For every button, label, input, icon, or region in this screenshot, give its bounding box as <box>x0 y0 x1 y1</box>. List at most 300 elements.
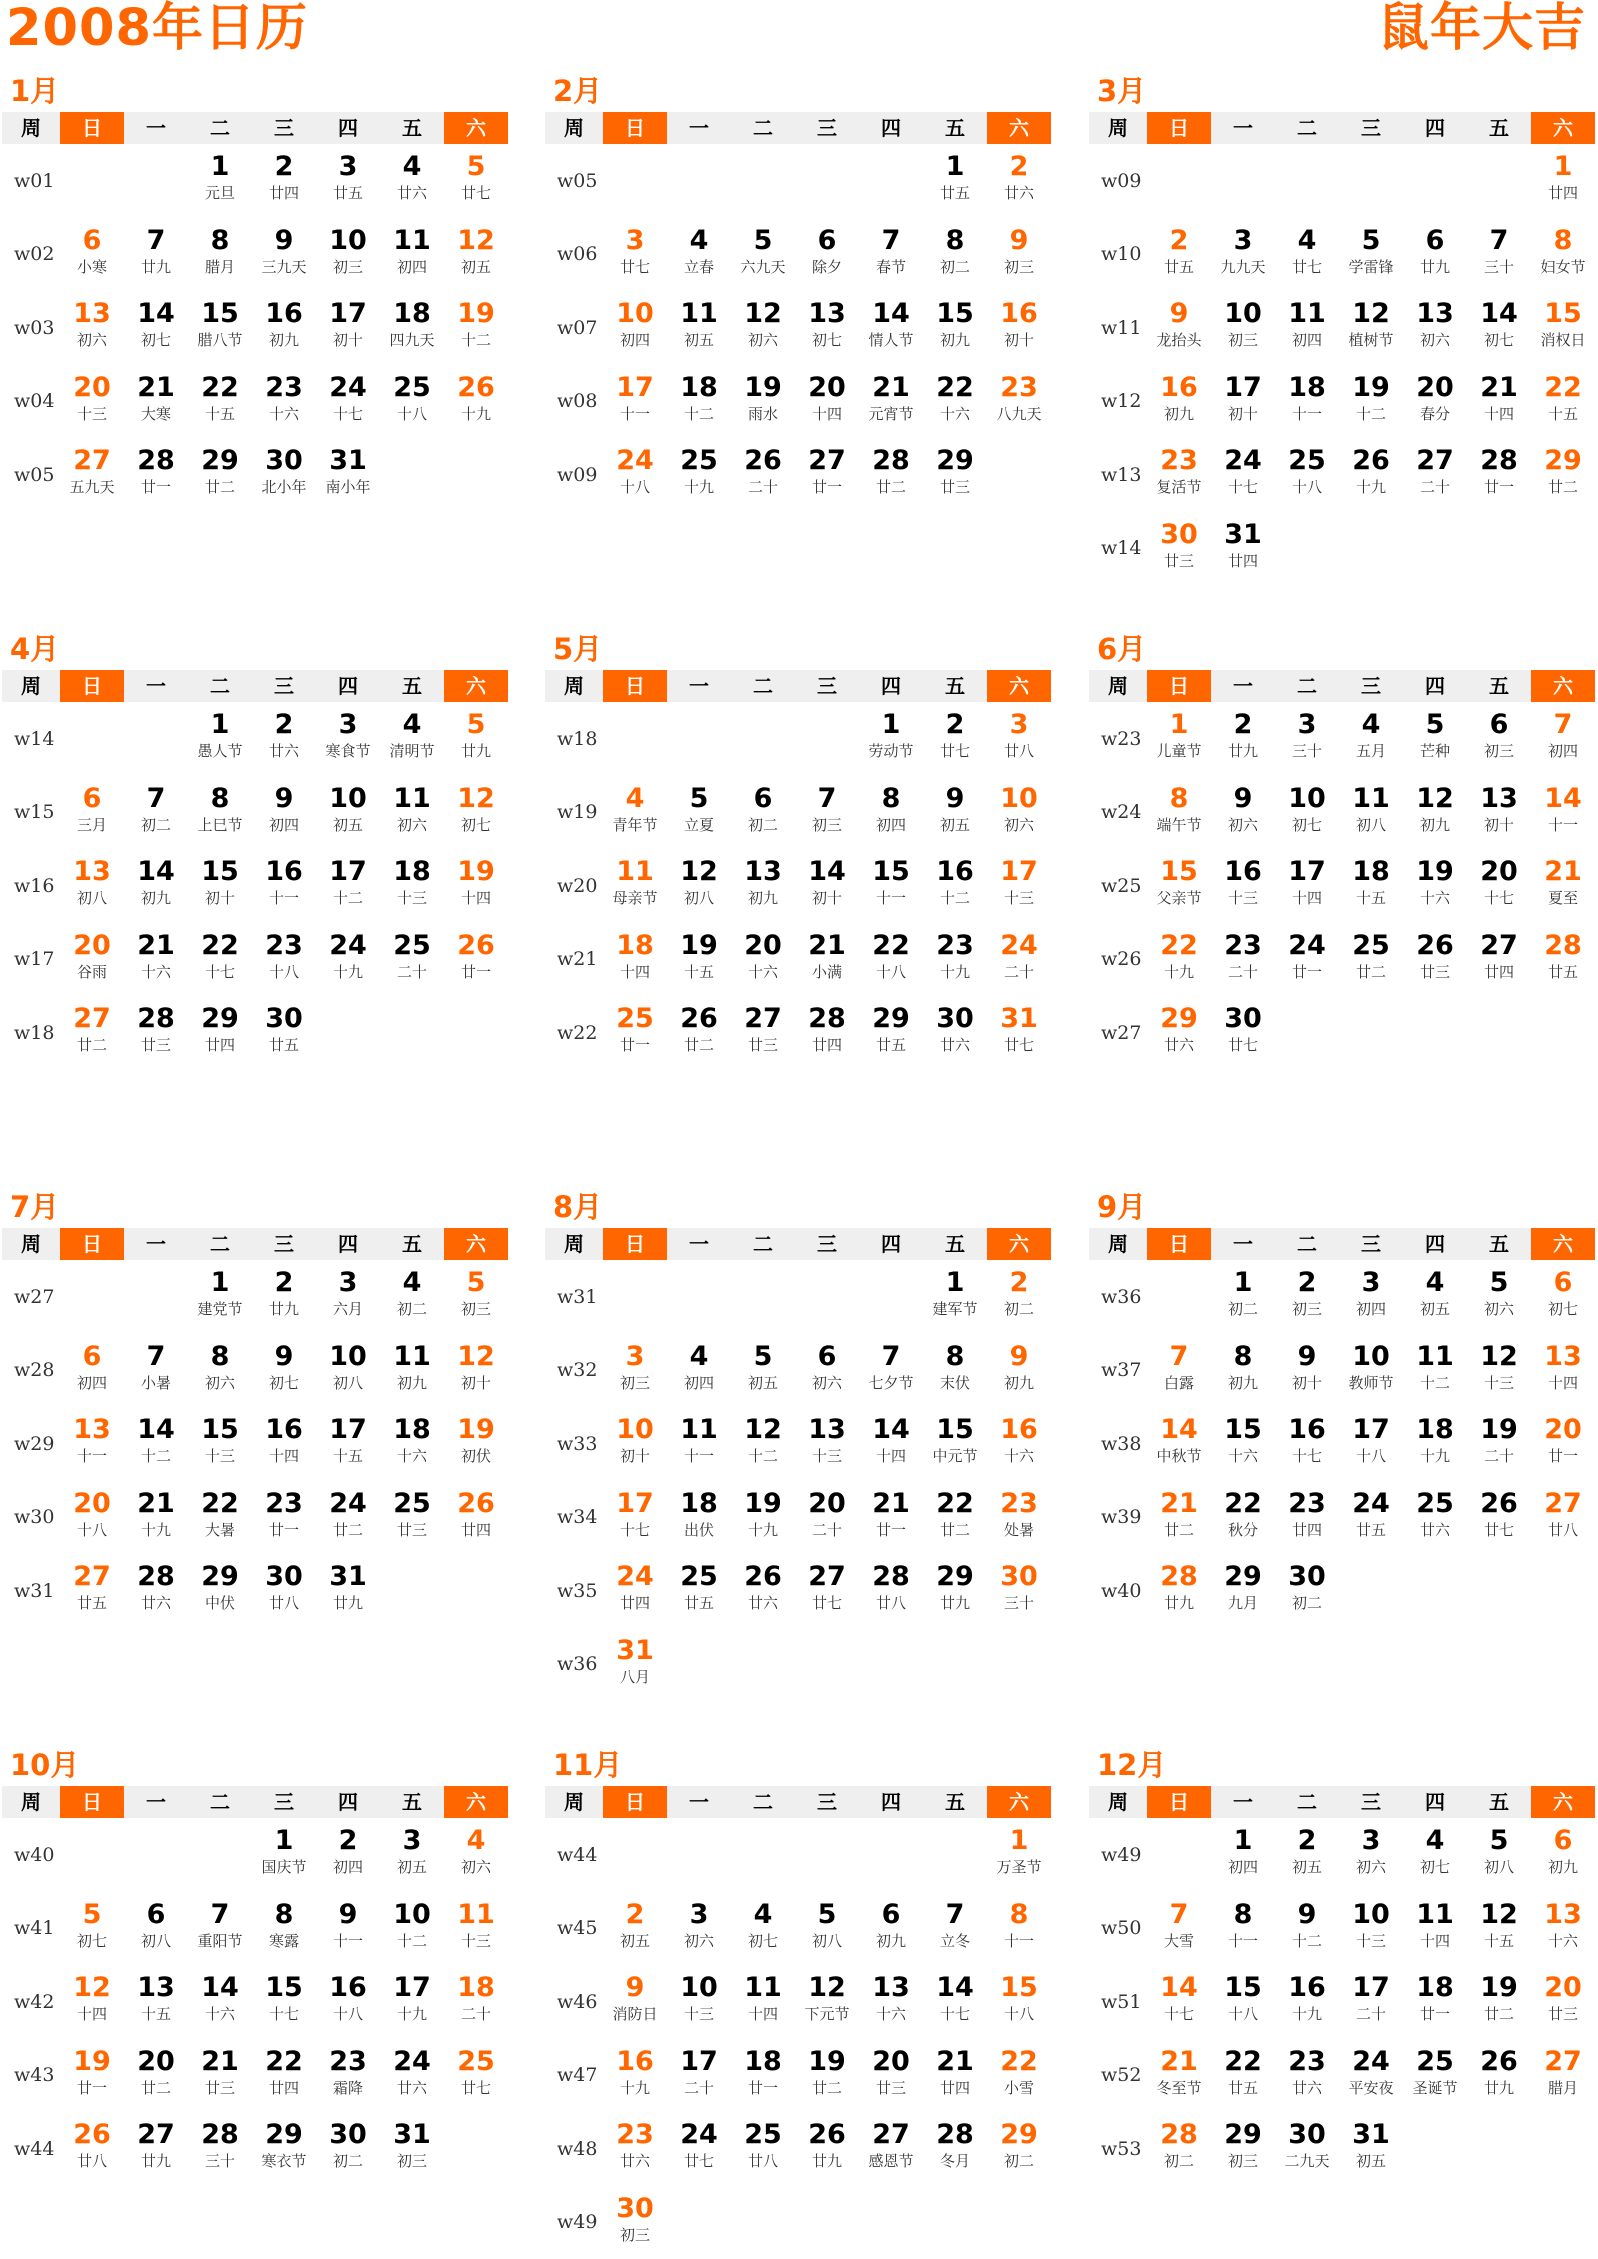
day-number: 15 <box>987 1965 1051 2003</box>
lunar-date: 初七 <box>252 1372 316 1394</box>
lunar-date: 五九天 <box>60 476 124 498</box>
week-number: w49 <box>545 2186 603 2259</box>
lunar-date: 十八 <box>859 961 923 983</box>
day-cell <box>795 1965 859 2039</box>
day-cell <box>603 2112 667 2186</box>
lunar-date: 十三 <box>380 887 444 909</box>
day-number: 27 <box>60 996 124 1034</box>
day-cell <box>316 1892 380 1966</box>
day-cell <box>444 1481 508 1555</box>
day-number: 30 <box>1275 2112 1339 2150</box>
lunar-date: 十三 <box>667 2003 731 2025</box>
lunar-date: 初十 <box>316 329 380 351</box>
day-cell <box>60 1334 124 1408</box>
week-number: w28 <box>2 1334 60 1408</box>
day-number: 14 <box>124 291 188 329</box>
lunar-date: 廿七 <box>1467 1519 1531 1541</box>
week-row <box>545 776 1067 850</box>
day-number: 1 <box>1147 702 1211 740</box>
day-cell <box>1467 1818 1531 1892</box>
day-number: 23 <box>1275 2039 1339 2077</box>
day-number: 13 <box>1467 776 1531 814</box>
day-number: 16 <box>987 291 1051 329</box>
day-number: 20 <box>795 1481 859 1519</box>
lunar-date: 廿一 <box>1531 1445 1595 1467</box>
day-cell <box>124 849 188 923</box>
empty-day-cell <box>859 144 923 218</box>
lunar-date: 妇女节 <box>1531 256 1595 278</box>
lunar-date: 初三 <box>603 1372 667 1394</box>
lunar-date: 二十 <box>731 476 795 498</box>
lunar-date: 三十 <box>1275 740 1339 762</box>
lunar-date: 十八 <box>1275 476 1339 498</box>
day-number: 12 <box>444 218 508 256</box>
day-cell <box>1211 776 1275 850</box>
day-number: 14 <box>923 1965 987 2003</box>
empty-day-cell <box>731 1260 795 1334</box>
lunar-date: 大寒 <box>124 403 188 425</box>
empty-day-cell <box>795 2186 859 2259</box>
lunar-date: 十五 <box>1467 1930 1531 1952</box>
lunar-date: 初四 <box>1211 1856 1275 1878</box>
day-cell <box>316 2112 380 2186</box>
empty-day-cell <box>731 1628 795 1702</box>
day-cell <box>188 1892 252 1966</box>
day-cell <box>667 849 731 923</box>
day-cell <box>923 218 987 292</box>
lunar-date: 三十 <box>188 2150 252 2172</box>
day-number: 28 <box>188 2112 252 2150</box>
lunar-date: 初九 <box>252 329 316 351</box>
lunar-date: 初六 <box>380 814 444 836</box>
day-cell <box>1339 365 1403 439</box>
day-number: 28 <box>859 1554 923 1592</box>
weekday-header: 一 <box>124 670 188 702</box>
day-number: 19 <box>795 2039 859 2077</box>
day-cell <box>1211 1554 1275 1628</box>
lunar-date: 初六 <box>731 329 795 351</box>
day-number: 19 <box>1467 1965 1531 2003</box>
lunar-date: 初二 <box>1211 1298 1275 1320</box>
lunar-date: 廿九 <box>923 1592 987 1614</box>
day-cell <box>316 702 380 776</box>
day-cell <box>1211 1260 1275 1334</box>
day-number: 6 <box>731 776 795 814</box>
month-title: 5月 <box>545 628 1067 670</box>
lunar-date: 二九天 <box>1275 2150 1339 2172</box>
day-cell <box>1211 2039 1275 2113</box>
weekday-header: 日 <box>1147 1786 1211 1818</box>
lunar-date: 秋分 <box>1211 1519 1275 1541</box>
lunar-date: 初六 <box>444 1856 508 1878</box>
day-number: 12 <box>731 1407 795 1445</box>
lunar-date: 初七 <box>1403 1856 1467 1878</box>
day-cell <box>444 1965 508 2039</box>
lunar-date: 廿二 <box>923 1519 987 1541</box>
lunar-date: 初三 <box>603 2224 667 2246</box>
day-cell <box>1339 1818 1403 1892</box>
week-row <box>2 1818 524 1892</box>
lunar-date: 十五 <box>316 1445 380 1467</box>
day-number: 23 <box>252 923 316 961</box>
lunar-date: 廿六 <box>380 182 444 204</box>
lunar-date: 十二 <box>923 887 987 909</box>
day-cell <box>1339 1334 1403 1408</box>
day-number: 18 <box>380 1407 444 1445</box>
week-number: w08 <box>545 365 603 439</box>
week-column-header: 周 <box>2 1786 60 1818</box>
lunar-date: 初六 <box>1211 814 1275 836</box>
week-number: w11 <box>1089 291 1147 365</box>
day-number: 2 <box>1147 218 1211 256</box>
day-cell <box>1339 1481 1403 1555</box>
lunar-date: 廿七 <box>444 2077 508 2099</box>
lunar-date: 初三 <box>1211 329 1275 351</box>
week-row <box>545 438 1067 512</box>
day-number: 15 <box>923 291 987 329</box>
day-number: 20 <box>1403 365 1467 403</box>
day-cell <box>795 438 859 512</box>
day-cell <box>316 1334 380 1408</box>
lunar-date: 十五 <box>1339 887 1403 909</box>
weekday-header: 二 <box>1275 1786 1339 1818</box>
weekday-header: 日 <box>603 1228 667 1260</box>
day-cell <box>1147 291 1211 365</box>
month-block <box>1089 1744 1598 2186</box>
day-cell <box>667 1965 731 2039</box>
day-number: 19 <box>444 1407 508 1445</box>
day-number: 4 <box>603 776 667 814</box>
lunar-date: 十九 <box>923 961 987 983</box>
day-number: 10 <box>316 1334 380 1372</box>
month-title: 4月 <box>2 628 524 670</box>
day-cell <box>923 702 987 776</box>
day-number: 6 <box>60 218 124 256</box>
day-cell <box>795 1554 859 1628</box>
day-number: 28 <box>124 1554 188 1592</box>
lunar-date: 十九 <box>667 476 731 498</box>
lunar-date: 十三 <box>1467 1372 1531 1394</box>
day-number: 3 <box>1339 1818 1403 1856</box>
day-number: 5 <box>1403 702 1467 740</box>
day-number: 17 <box>316 849 380 887</box>
week-number: w09 <box>545 438 603 512</box>
lunar-date: 十一 <box>1211 1930 1275 1952</box>
day-number: 20 <box>795 365 859 403</box>
lunar-date: 初五 <box>923 814 987 836</box>
weekday-header: 四 <box>1403 670 1467 702</box>
lunar-date: 廿六 <box>987 182 1051 204</box>
empty-day-cell <box>1403 2112 1467 2186</box>
day-cell <box>859 1965 923 2039</box>
day-number: 5 <box>795 1892 859 1930</box>
day-number: 24 <box>667 2112 731 2150</box>
lunar-date: 初八 <box>1467 1856 1531 1878</box>
lunar-date: 廿一 <box>124 476 188 498</box>
empty-day-cell <box>60 1260 124 1334</box>
day-number: 20 <box>1467 849 1531 887</box>
day-number: 30 <box>252 1554 316 1592</box>
weekday-header: 一 <box>1211 670 1275 702</box>
lunar-date: 谷雨 <box>60 961 124 983</box>
day-cell <box>923 1260 987 1334</box>
day-number: 4 <box>667 1334 731 1372</box>
lunar-date: 建党节 <box>188 1298 252 1320</box>
day-cell <box>444 849 508 923</box>
day-cell <box>316 923 380 997</box>
day-number: 6 <box>1403 218 1467 256</box>
day-cell <box>188 218 252 292</box>
day-cell <box>1467 1965 1531 2039</box>
empty-day-cell <box>1147 1260 1211 1334</box>
week-row <box>2 438 524 512</box>
empty-day-cell <box>795 1260 859 1334</box>
lunar-date: 二十 <box>1403 476 1467 498</box>
weekday-header: 六 <box>444 1228 508 1260</box>
day-cell <box>1467 365 1531 439</box>
day-cell <box>1339 849 1403 923</box>
lunar-date: 立夏 <box>667 814 731 836</box>
day-cell <box>188 291 252 365</box>
day-number: 17 <box>987 849 1051 887</box>
week-number: w49 <box>1089 1818 1147 1892</box>
lunar-date: 雨水 <box>731 403 795 425</box>
lunar-date: 廿四 <box>252 2077 316 2099</box>
week-number: w20 <box>545 849 603 923</box>
day-number: 13 <box>859 1965 923 2003</box>
lunar-date: 十八 <box>252 961 316 983</box>
day-cell <box>731 365 795 439</box>
day-cell <box>1467 923 1531 997</box>
day-number: 20 <box>859 2039 923 2077</box>
lunar-date: 十七 <box>1147 2003 1211 2025</box>
day-cell <box>1211 923 1275 997</box>
day-number: 5 <box>444 702 508 740</box>
day-number: 7 <box>795 776 859 814</box>
lunar-date: 青年节 <box>603 814 667 836</box>
day-cell <box>667 291 731 365</box>
day-number: 28 <box>859 438 923 476</box>
day-cell <box>1403 2039 1467 2113</box>
week-number: w16 <box>2 849 60 923</box>
day-number: 25 <box>667 1554 731 1592</box>
day-number: 12 <box>667 849 731 887</box>
day-number: 9 <box>252 776 316 814</box>
day-number: 30 <box>316 2112 380 2150</box>
day-cell <box>1147 1965 1211 2039</box>
month-title: 3月 <box>1089 70 1598 112</box>
day-number: 21 <box>1147 2039 1211 2077</box>
lunar-date: 初四 <box>1339 1298 1403 1320</box>
day-cell <box>795 923 859 997</box>
empty-day-cell <box>923 1628 987 1702</box>
day-cell <box>1211 996 1275 1070</box>
week-row <box>1089 1818 1598 1892</box>
day-number: 29 <box>188 438 252 476</box>
lunar-date: 十六 <box>987 1445 1051 1467</box>
lunar-date: 初二 <box>124 814 188 836</box>
week-row <box>545 1818 1067 1892</box>
day-number: 7 <box>1147 1892 1211 1930</box>
lunar-date: 七夕节 <box>859 1372 923 1394</box>
weekday-header: 日 <box>60 670 124 702</box>
day-cell <box>124 1407 188 1481</box>
weekday-header: 三 <box>1339 1786 1403 1818</box>
day-number: 16 <box>1275 1965 1339 2003</box>
day-number: 4 <box>1339 702 1403 740</box>
day-cell <box>188 702 252 776</box>
day-number: 24 <box>380 2039 444 2077</box>
day-cell <box>795 776 859 850</box>
day-number: 15 <box>859 849 923 887</box>
day-cell <box>731 2039 795 2113</box>
weekday-header: 三 <box>1339 670 1403 702</box>
lunar-date: 廿九 <box>444 740 508 762</box>
weekday-header: 三 <box>795 112 859 144</box>
day-cell <box>667 1554 731 1628</box>
day-number: 12 <box>1403 776 1467 814</box>
weekday-header: 五 <box>380 1786 444 1818</box>
week-column-header: 周 <box>2 670 60 702</box>
day-cell <box>252 923 316 997</box>
day-cell <box>124 923 188 997</box>
weekday-header: 二 <box>188 1786 252 1818</box>
day-number: 9 <box>316 1892 380 1930</box>
day-cell <box>1275 1818 1339 1892</box>
week-number: w18 <box>545 702 603 776</box>
day-cell <box>444 702 508 776</box>
lunar-date: 廿三 <box>859 2077 923 2099</box>
lunar-date: 廿九 <box>1147 1592 1211 1614</box>
lunar-date: 初三 <box>987 256 1051 278</box>
weekday-header: 四 <box>859 1786 923 1818</box>
day-cell <box>987 2039 1051 2113</box>
day-number: 12 <box>1467 1334 1531 1372</box>
lunar-date: 廿四 <box>252 182 316 204</box>
week-number: w24 <box>1089 776 1147 850</box>
lunar-date: 十一 <box>1275 403 1339 425</box>
day-cell <box>252 1965 316 2039</box>
day-number: 23 <box>987 365 1051 403</box>
day-number: 9 <box>987 1334 1051 1372</box>
day-cell <box>188 849 252 923</box>
empty-day-cell <box>444 2112 508 2186</box>
empty-day-cell <box>795 1818 859 1892</box>
empty-day-cell <box>60 1818 124 1892</box>
day-cell <box>60 1892 124 1966</box>
day-number: 17 <box>603 365 667 403</box>
weekday-header: 六 <box>987 1228 1051 1260</box>
week-number: w50 <box>1089 1892 1147 1966</box>
day-number: 11 <box>731 1965 795 2003</box>
lunar-date: 霜降 <box>316 2077 380 2099</box>
day-number: 8 <box>188 1334 252 1372</box>
day-number: 22 <box>1531 365 1595 403</box>
day-cell <box>1147 1407 1211 1481</box>
month-block <box>2 1744 524 2186</box>
day-cell <box>188 1407 252 1481</box>
day-number: 24 <box>987 923 1051 961</box>
day-number: 11 <box>380 1334 444 1372</box>
weekday-header: 四 <box>1403 1786 1467 1818</box>
day-number: 26 <box>1467 2039 1531 2077</box>
day-cell <box>987 1334 1051 1408</box>
weekday-header-row <box>1089 670 1598 702</box>
lunar-date: 初十 <box>1467 814 1531 836</box>
day-number: 1 <box>1531 144 1595 182</box>
day-number: 30 <box>1147 512 1211 550</box>
day-number: 1 <box>923 1260 987 1298</box>
day-cell <box>252 365 316 439</box>
lunar-date: 廿八 <box>252 1592 316 1614</box>
empty-day-cell <box>1147 1818 1211 1892</box>
day-number: 11 <box>1275 291 1339 329</box>
day-cell <box>188 1260 252 1334</box>
day-number: 7 <box>124 218 188 256</box>
page-title: 2008年日历 <box>6 0 308 58</box>
day-cell <box>1147 512 1211 586</box>
day-number: 28 <box>124 438 188 476</box>
day-cell <box>603 996 667 1070</box>
day-number: 5 <box>667 776 731 814</box>
day-cell <box>1339 218 1403 292</box>
lunar-date: 立春 <box>667 256 731 278</box>
day-cell <box>731 1965 795 2039</box>
empty-day-cell <box>1531 1554 1595 1628</box>
lunar-date: 初九 <box>124 887 188 909</box>
day-cell <box>60 776 124 850</box>
lunar-date: 十四 <box>1531 1372 1595 1394</box>
week-column-header: 周 <box>1089 112 1147 144</box>
lunar-date: 十四 <box>603 961 667 983</box>
empty-day-cell <box>1339 1554 1403 1628</box>
day-number: 8 <box>923 1334 987 1372</box>
day-cell <box>252 1407 316 1481</box>
weekday-header: 六 <box>987 1786 1051 1818</box>
day-cell <box>731 1481 795 1555</box>
lunar-date: 万圣节 <box>987 1856 1051 1878</box>
day-number: 2 <box>252 144 316 182</box>
day-number: 30 <box>252 996 316 1034</box>
day-number: 12 <box>1467 1892 1531 1930</box>
day-number: 17 <box>316 1407 380 1445</box>
day-number: 29 <box>1211 1554 1275 1592</box>
day-cell <box>1147 702 1211 776</box>
day-number: 20 <box>1531 1965 1595 2003</box>
weekday-header: 二 <box>731 670 795 702</box>
day-cell <box>252 1554 316 1628</box>
lunar-date: 初十 <box>1211 403 1275 425</box>
lunar-date: 十四 <box>1403 1930 1467 1952</box>
day-cell <box>1531 849 1595 923</box>
day-cell <box>731 2112 795 2186</box>
day-number: 21 <box>859 1481 923 1519</box>
lunar-date: 廿四 <box>444 1519 508 1541</box>
day-cell <box>1339 776 1403 850</box>
week-number: w38 <box>1089 1407 1147 1481</box>
weekday-header: 一 <box>124 1786 188 1818</box>
lunar-date: 廿七 <box>923 740 987 762</box>
day-cell <box>316 144 380 218</box>
day-number: 11 <box>1339 776 1403 814</box>
week-number: w27 <box>1089 996 1147 1070</box>
lunar-date: 初九 <box>1531 1856 1595 1878</box>
lunar-date: 初五 <box>667 329 731 351</box>
day-cell <box>923 849 987 923</box>
day-cell <box>380 1965 444 2039</box>
lunar-date: 初五 <box>316 814 380 836</box>
week-row <box>1089 438 1598 512</box>
